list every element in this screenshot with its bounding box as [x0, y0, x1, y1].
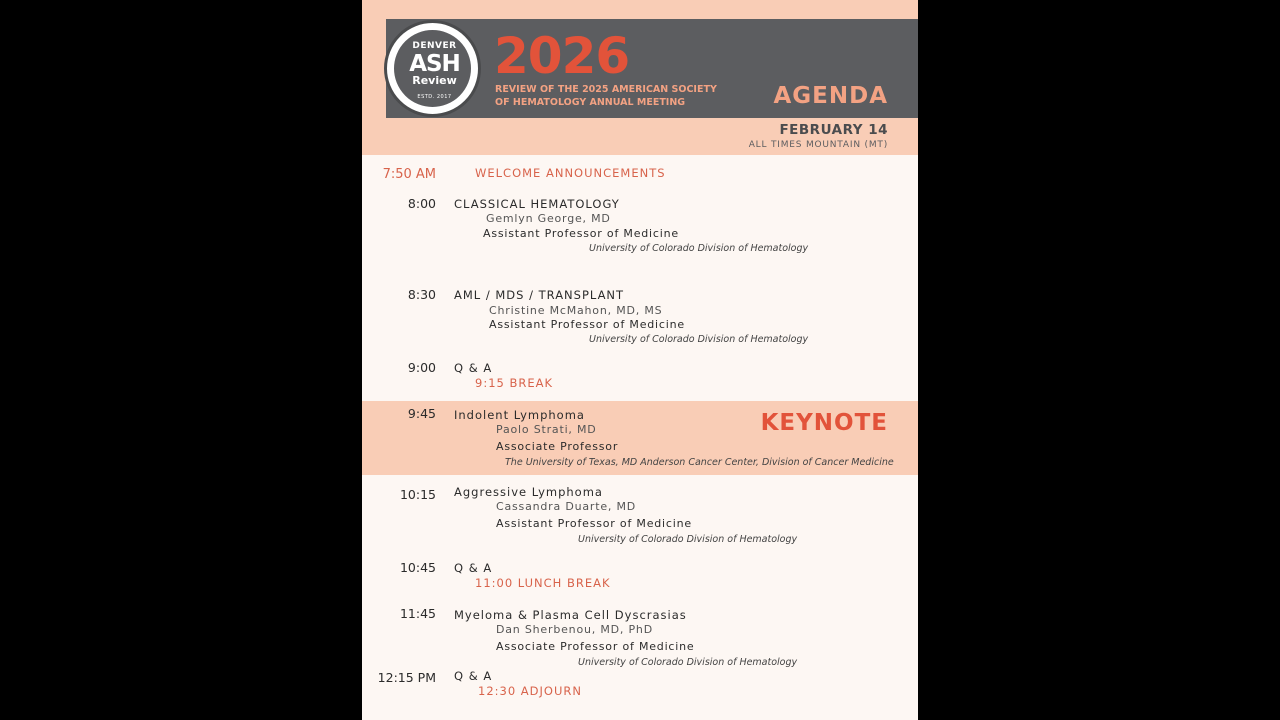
agenda-heading: AGENDA [773, 83, 888, 109]
session-time: 10:15 [399, 487, 436, 502]
event-subtitle [495, 83, 735, 109]
qa-title: Q & A [454, 361, 493, 375]
session-time: 11:45 [399, 606, 436, 621]
speaker-name: Dan Sherbenou, MD, PhD [496, 623, 653, 636]
welcome-title: WELCOME ANNOUNCEMENTS [475, 166, 666, 180]
keynote-time: 9:45 [407, 406, 436, 421]
session-time: 8:30 [407, 287, 436, 302]
event-year: 2026 [494, 27, 630, 85]
speaker-name: Gemlyn George, MD [486, 212, 611, 225]
qa-time: 10:45 [399, 560, 436, 575]
denver-ash-review-logo [384, 20, 481, 117]
session-title: Aggressive Lymphoma [454, 485, 603, 499]
subtitle-line-2: OF HEMATOLOGY ANNUAL MEETING [495, 97, 686, 108]
adjourn-label: 12:30 ADJOURN [478, 684, 582, 698]
agenda-poster [362, 0, 918, 720]
speaker-role: Assistant Professor of Medicine [483, 227, 679, 240]
welcome-time: 7:50 AM [382, 167, 436, 182]
qa-title: Q & A [454, 561, 493, 575]
speaker-institution: University of Colorado Division of Hematology [589, 334, 809, 345]
speaker-role: Associate Professor of Medicine [496, 640, 695, 653]
speaker-institution: University of Colorado Division of Hematology [589, 243, 809, 254]
logo-mark-text: ASH [409, 51, 460, 77]
speaker-name: Cassandra Duarte, MD [496, 500, 637, 513]
logo-top-text: DENVER [412, 41, 457, 51]
break-label: 9:15 BREAK [475, 376, 554, 390]
lunch-break-label: 11:00 LUNCH BREAK [475, 576, 611, 590]
speaker-institution: University of Colorado Division of Hematology [578, 534, 798, 545]
timezone-note: ALL TIMES MOUNTAIN (MT) [748, 140, 888, 150]
speaker-role: Assistant Professor of Medicine [489, 318, 685, 331]
session-time: 8:00 [407, 196, 436, 211]
speaker-institution: The University of Texas, MD Anderson Cancer Center, Division of Cancer Medicine [505, 457, 894, 468]
logo-est-text: ESTD. 2017 [417, 94, 452, 100]
subtitle-line-1: REVIEW OF THE 2025 AMERICAN SOCIETY [495, 84, 717, 95]
speaker-role: Associate Professor [496, 440, 619, 453]
qa-time: 12:15 PM [377, 670, 436, 685]
speaker-name: Paolo Strati, MD [496, 423, 597, 436]
qa-title: Q & A [454, 669, 493, 683]
session-title: AML / MDS / TRANSPLANT [454, 288, 625, 302]
session-title: Myeloma & Plasma Cell Dyscrasias [454, 608, 687, 622]
keynote-badge: KEYNOTE [760, 410, 888, 436]
session-title: CLASSICAL HEMATOLOGY [454, 197, 620, 211]
speaker-institution: University of Colorado Division of Hematology [578, 657, 798, 668]
logo-sub-text: Review [412, 74, 457, 87]
event-date: FEBRUARY 14 [779, 122, 888, 138]
keynote-title: Indolent Lymphoma [454, 408, 585, 422]
speaker-name: Christine McMahon, MD, MS [489, 304, 663, 317]
qa-time: 9:00 [407, 360, 436, 375]
speaker-role: Assistant Professor of Medicine [496, 517, 692, 530]
